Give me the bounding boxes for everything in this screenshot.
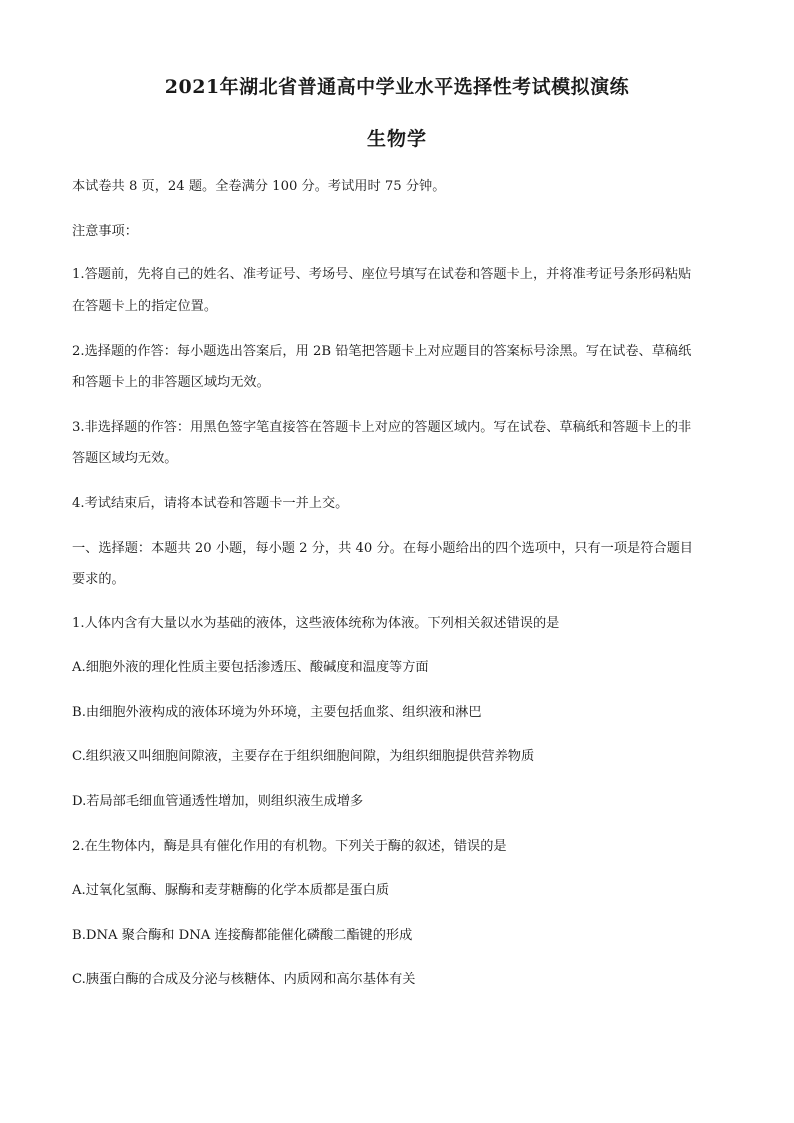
question-2-option-a: A.过氧化氢酶、脲酶和麦芽糖酶的化学本质都是蛋白质 <box>72 883 390 898</box>
section-heading-line-2: 要求的。 <box>72 572 125 587</box>
note-4: 4.考试结束后，请将本试卷和答题卡一并上交。 <box>72 496 349 511</box>
note-3-line-2: 答题区域均无效。 <box>72 451 178 466</box>
question-1-option-b: B.由细胞外液构成的液体环境为外环境，主要包括血浆、组织液和淋巴 <box>72 705 482 720</box>
question-2-stem: 2.在生物体内，酶是具有催化作用的有机物。下列关于酶的叙述，错误的是 <box>72 839 507 854</box>
note-1-line-1: 1.答题前，先将自己的姓名、准考证号、考场号、座位号填写在试卷和答题卡上，并将准考证号条形码粘贴 <box>72 267 692 282</box>
note-1-line-2: 在答题卡上的指定位置。 <box>72 299 218 314</box>
notes-heading: 注意事项： <box>72 224 138 239</box>
note-3-line-1: 3.非选择题的作答：用黑色签字笔直接答在答题卡上对应的答题区域内。写在试卷、草稿纸和答题卡上的非 <box>72 420 692 435</box>
question-1-option-a: A.细胞外液的理化性质主要包括渗透压、酸碱度和温度等方面 <box>72 660 429 675</box>
question-2-option-c: C.胰蛋白酶的合成及分泌与核糖体、内质网和高尔基体有关 <box>72 972 416 987</box>
exam-summary: 本试卷共 8 页，24 题。全卷满分 100 分。考试用时 75 分钟。 <box>72 179 446 194</box>
question-1-option-c: C.组织液又叫细胞间隙液，主要存在于组织细胞间隙，为组织细胞提供营养物质 <box>72 749 535 764</box>
question-1-option-d: D.若局部毛细血管通透性增加，则组织液生成增多 <box>72 794 364 809</box>
question-1-stem: 1.人体内含有大量以水为基础的液体，这些液体统称为体液。下列相关叙述错误的是 <box>72 616 560 631</box>
question-2-option-b: B.DNA 聚合酶和 DNA 连接酶都能催化磷酸二酯键的形成 <box>72 928 413 943</box>
exam-title: 2021年湖北省普通高中学业水平选择性考试模拟演练 <box>164 76 630 98</box>
note-2-line-2: 和答题卡上的非答题区域均无效。 <box>72 375 270 390</box>
section-heading-line-1: 一、选择题：本题共 20 小题，每小题 2 分，共 40 分。在每小题给出的四个选项中，只有一项是符合题目 <box>72 541 693 556</box>
exam-subject: 生物学 <box>366 128 427 150</box>
note-2-line-1: 2.选择题的作答：每小题选出答案后，用 2B 铅笔把答题卡上对应题目的答案标号涂黑。写在试卷、草稿纸 <box>72 344 692 359</box>
